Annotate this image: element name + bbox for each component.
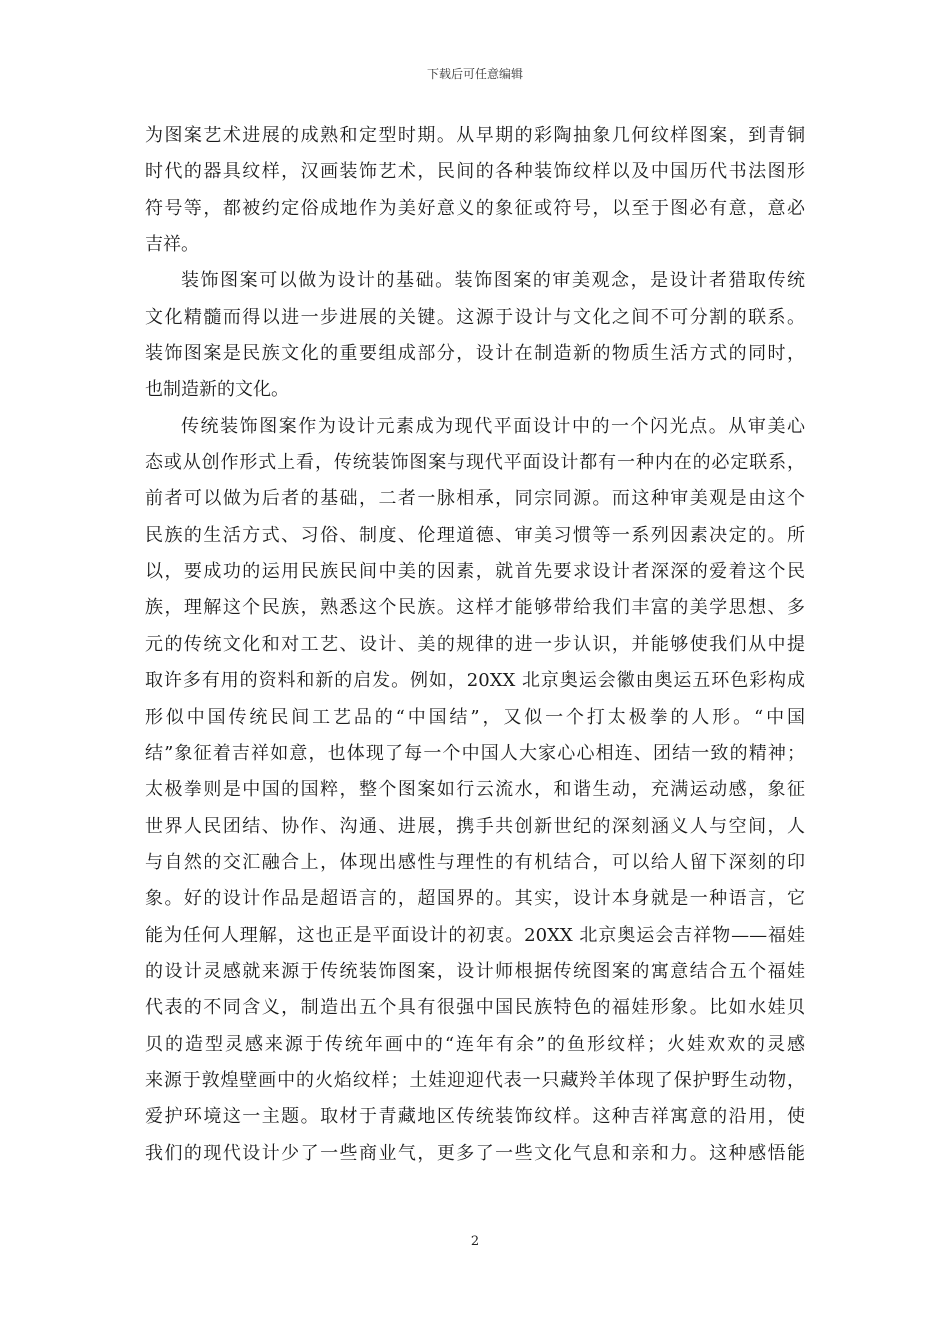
text-line: 族，理解这个民族，熟悉这个民族。这样才能够带给我们丰富的美学思想、多	[145, 597, 805, 619]
text-line: 结”象征着吉祥如意，也体现了每一个中国人大家心心相连、团结一致的精神；	[145, 742, 805, 764]
page-number: 2	[470, 1234, 480, 1249]
text-line: 世界人民团结、协作、沟通、进展，携手共创新世纪的深刻涵义人与空间，人	[145, 815, 805, 837]
document-body	[145, 118, 805, 1172]
text-line: 为图案艺术进展的成熟和定型时期。从早期的彩陶抽象几何纹样图案，到青铜	[145, 125, 805, 146]
text-line: 我们的现代设计少了一些商业气，更多了一些文化气息和亲和力。这种感悟能	[145, 1142, 805, 1164]
text-line: 贝的造型灵感来源于传统年画中的“连年有余”的鱼形纹样；火娃欢欢的灵感	[145, 1033, 805, 1055]
text-line: 吉祥。	[145, 234, 199, 256]
text-line: 代表的不同含义，制造出五个具有很强中国民族特色的福娃形象。比如水娃贝	[145, 997, 805, 1019]
text-line: 形似中国传统民间工艺品的“中国结”，又似一个打太极拳的人形。“中国	[145, 706, 805, 728]
text-line: 能为任何人理解，这也正是平面设计的初衷。20XX 北京奥运会吉祥物——福娃	[145, 924, 805, 946]
text-line: 前者可以做为后者的基础，二者一脉相承，同宗同源。而这种审美观是由这个	[145, 488, 805, 510]
text-line: 装饰图案是民族文化的重要组成部分，设计在制造新的物质生活方式的同时，	[145, 343, 805, 365]
text-line: 来源于敦煌壁画中的火焰纹样；土娃迎迎代表一只藏羚羊体现了保护野生动物，	[145, 1069, 805, 1091]
text-line: 象。好的设计作品是超语言的，超国界的。其实，设计本身就是一种语言，它	[145, 888, 805, 910]
text-line: 元的传统文化和对工艺、设计、美的规律的进一步认识，并能够使我们从中提	[145, 633, 805, 655]
text-line: 装饰图案可以做为设计的基础。装饰图案的审美观念，是设计者猎取传统	[181, 270, 805, 292]
text-line: 太极拳则是中国的国粹，整个图案如行云流水，和谐生动，充满运动感，象征	[145, 779, 805, 801]
text-line: 传统装饰图案作为设计元素成为现代平面设计中的一个闪光点。从审美心	[181, 415, 805, 437]
page-header: 下载后可任意编辑	[426, 67, 523, 81]
text-line: 民族的生活方式、习俗、制度、伦理道德、审美习惯等一系列因素决定的。所	[145, 524, 805, 546]
text-line: 文化精髓而得以进一步进展的关键。这源于设计与文化之间不可分割的联系。	[145, 306, 805, 328]
text-line: 以，要成功的运用民族民间中美的因素，就首先要求设计者深深的爱着这个民	[145, 561, 805, 583]
text-line: 与自然的交汇融合上，体现出感性与理性的有机结合，可以给人留下深刻的印	[145, 851, 805, 873]
text-line: 也制造新的文化。	[145, 379, 289, 401]
text-line: 取许多有用的资料和新的启发。例如，20XX 北京奥运会徽由奥运五环色彩构成	[145, 670, 805, 692]
text-line: 的设计灵感就来源于传统装饰图案，设计师根据传统图案的寓意结合五个福娃	[145, 960, 805, 982]
text-line: 符号等，都被约定俗成地作为美好意义的象征或符号，以至于图必有意，意必	[145, 197, 805, 219]
text-line: 时代的器具纹样，汉画装饰艺术，民间的各种装饰纹样以及中国历代书法图形	[145, 161, 805, 183]
text-line: 爱护环境这一主题。取材于青藏地区传统装饰纹样。这种吉祥寓意的沿用，使	[145, 1106, 805, 1128]
text-line: 态或从创作形式上看，传统装饰图案与现代平面设计都有一种内在的必定联系，	[145, 452, 805, 474]
